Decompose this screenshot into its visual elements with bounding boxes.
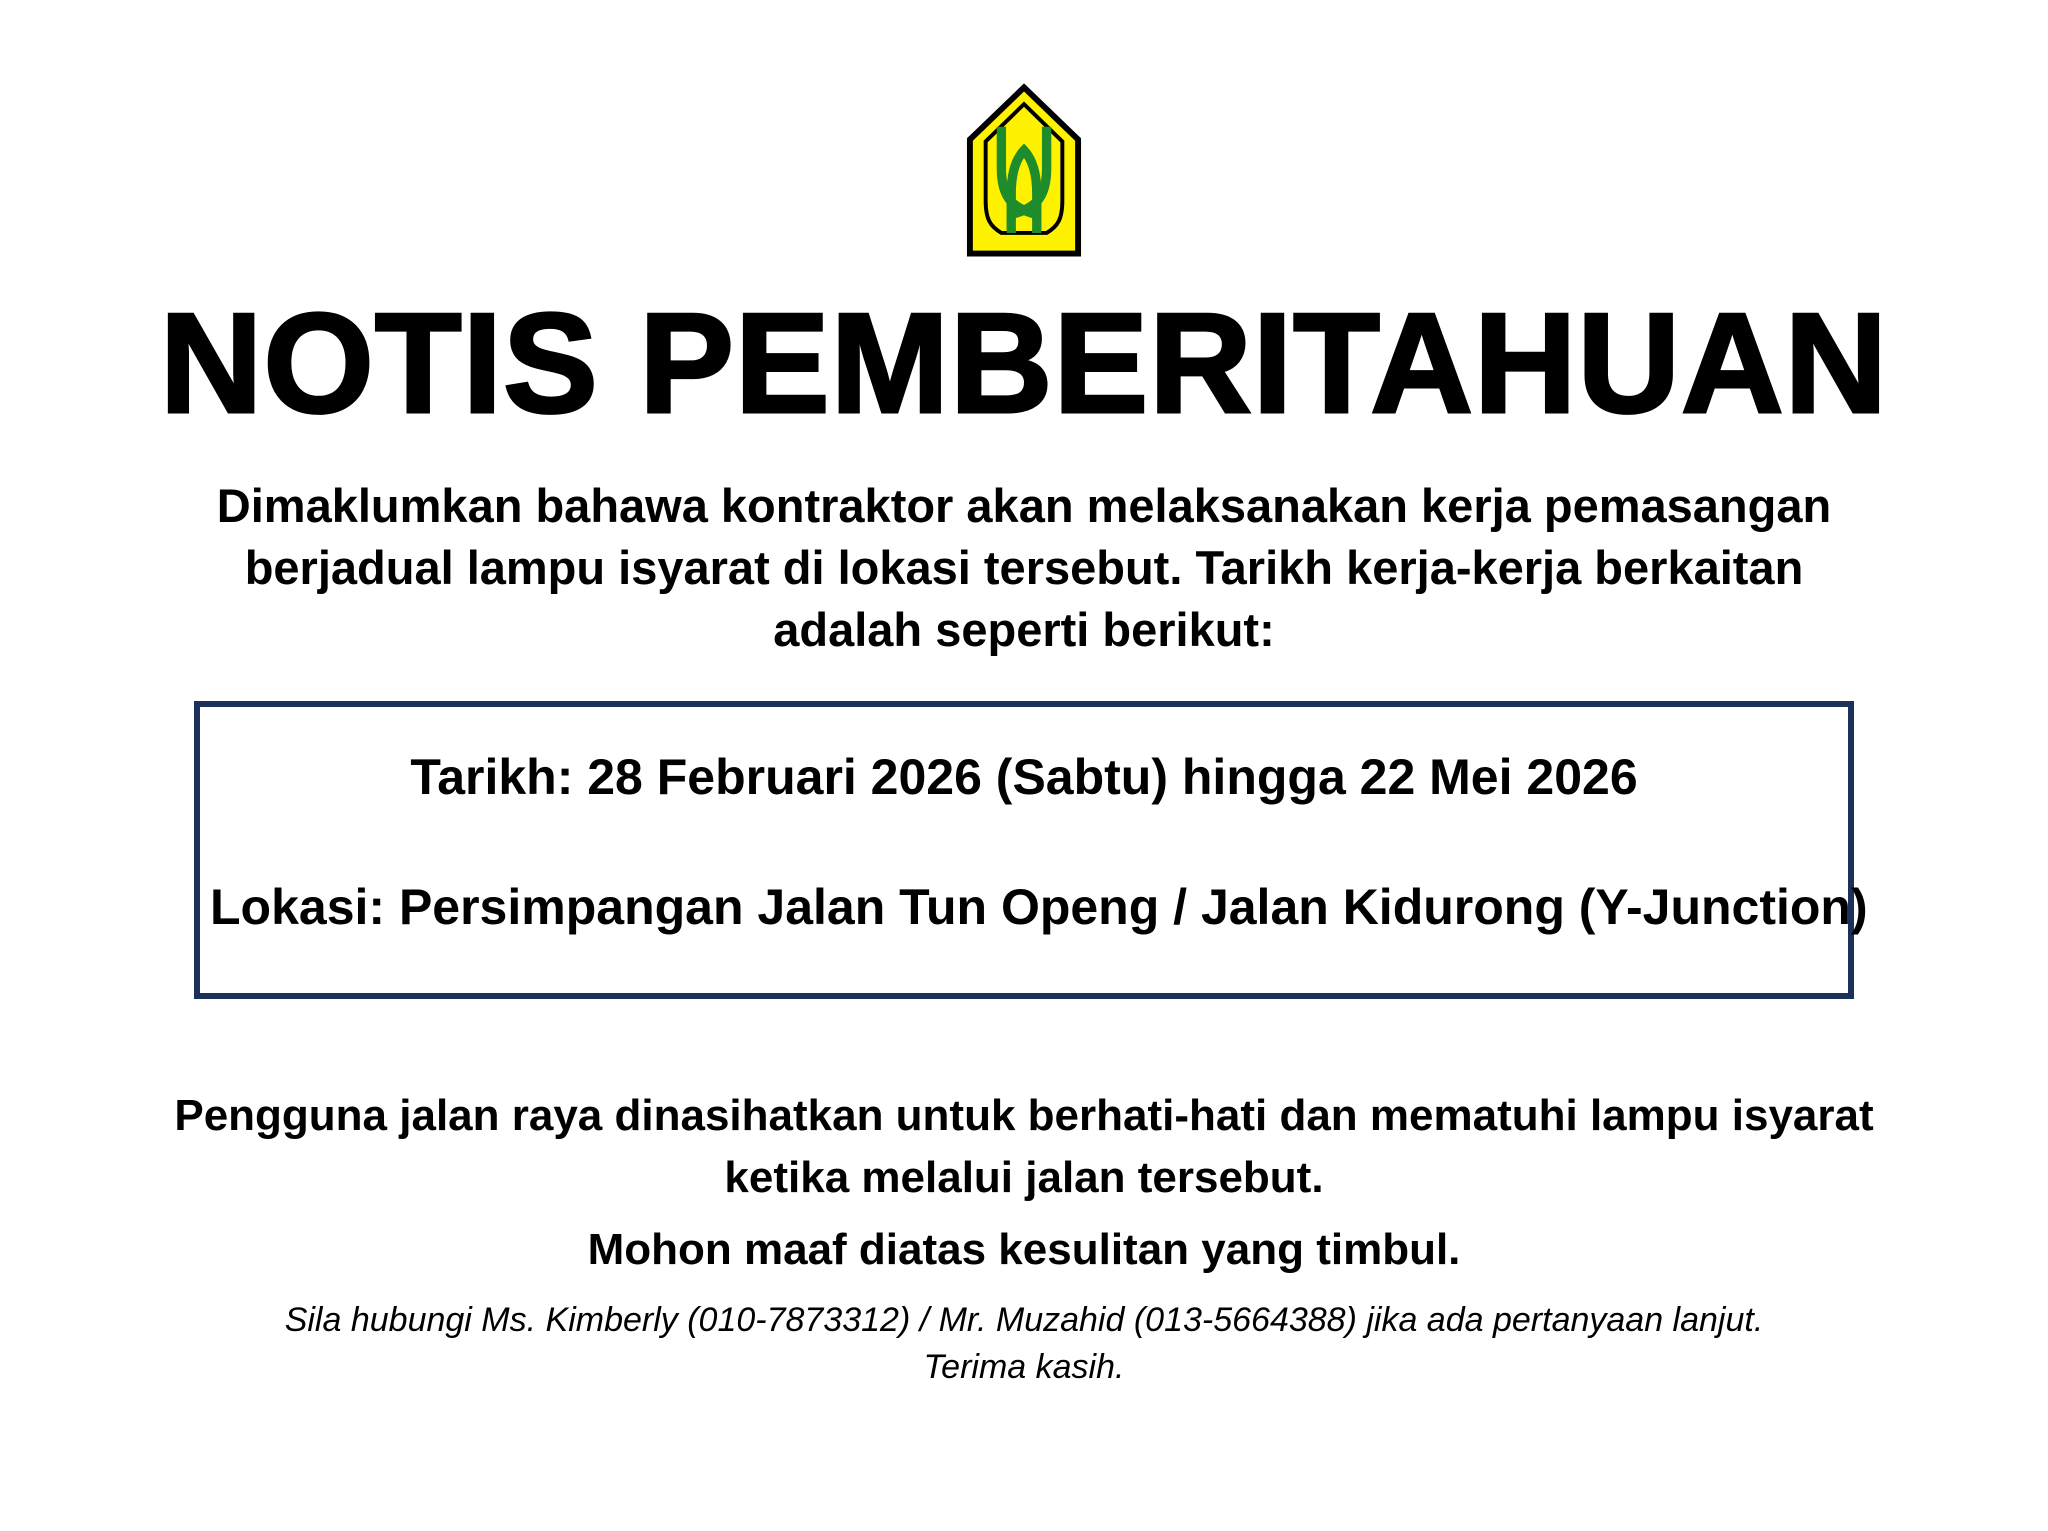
apology-line: Mohon maaf diatas kesulitan yang timbul.: [587, 1225, 1461, 1274]
advisory-line-1: Pengguna jalan raya dinasihatkan untuk berhati-hati dan mematuhi lampu isyarat: [174, 1091, 1874, 1140]
contact-line: Sila hubungi Ms. Kimberly (010-7873312) / Mr. Muzahid (013-5664388) jika ada pertanyaan lanjut.: [284, 1301, 1764, 1339]
authority-logo-icon: [965, 83, 1083, 259]
intro-line-2: berjadual lampu isyarat di lokasi tersebut. Tarikh kerja-kerja berkaitan: [244, 541, 1804, 594]
date-line: Tarikh: 28 Februari 2026 (Sabtu) hingga 22 Mei 2026: [410, 749, 1638, 805]
intro-paragraph: [0, 475, 2048, 661]
advisory-line-2: ketika melalui jalan tersebut.: [724, 1153, 1324, 1202]
closing-line: Terima kasih.: [923, 1348, 1125, 1386]
page-title: NOTIS PEMBERITAHUAN: [159, 284, 1889, 443]
intro-line-1: Dimaklumkan bahawa kontraktor akan melaksanakan kerja pemasangan: [216, 479, 1832, 532]
intro-line-3: adalah seperti berikut:: [773, 603, 1275, 656]
details-box: [194, 701, 1868, 999]
notice-page: [0, 83, 2048, 1531]
location-line: Lokasi: Persimpangan Jalan Tun Openg / Jalan Kidurong (Y-Junction): [210, 879, 1868, 935]
advisory-paragraph: [0, 1085, 2048, 1209]
contact-footer: [0, 1297, 2048, 1391]
